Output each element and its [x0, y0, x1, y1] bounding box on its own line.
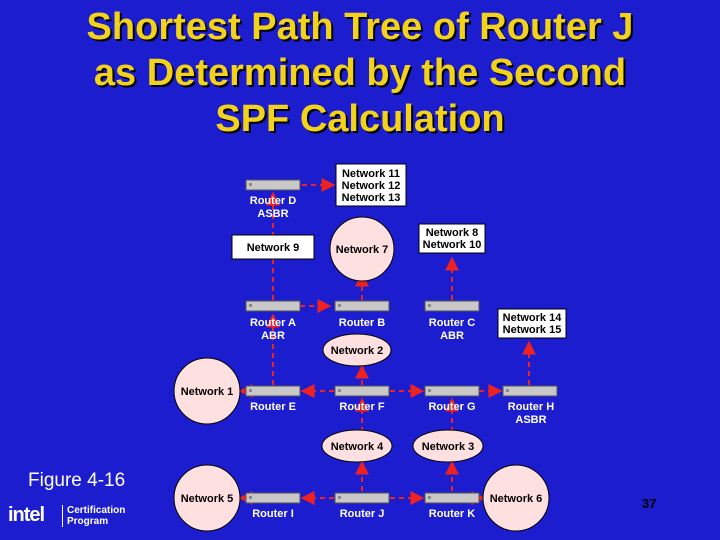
router-a-label: Router A	[249, 317, 297, 329]
router-e-label: Router E	[250, 401, 296, 413]
network-5-label: Network 5	[180, 493, 234, 505]
network-14-15-box	[498, 309, 566, 338]
cert-line-1: Certification	[67, 505, 126, 516]
cert-line-2: Program	[67, 516, 109, 527]
certification-program-logo	[62, 505, 147, 527]
network-14-label: Network 14	[502, 312, 562, 324]
network-7-label: Network 7	[335, 244, 389, 256]
router-k	[425, 493, 479, 520]
router-g	[425, 386, 479, 413]
router-a-sublabel: ABR	[261, 330, 285, 342]
router-c-label: Router C	[428, 317, 476, 329]
network-8-10-box	[419, 224, 485, 253]
router-c-sublabel: ABR	[440, 330, 464, 342]
network-3-ellipse	[413, 430, 483, 462]
intel-logo	[8, 504, 44, 527]
router-i	[246, 493, 300, 520]
network-5-circle	[174, 465, 240, 531]
router-j-label: Router J	[339, 508, 385, 520]
network-7-circle	[330, 217, 394, 281]
network-6-circle	[483, 465, 549, 531]
router-d-sublabel: ASBR	[257, 208, 289, 220]
router-j	[335, 493, 389, 520]
router-c	[425, 301, 479, 342]
router-h-label: Router H	[507, 401, 555, 413]
network-6-label: Network 6	[489, 493, 543, 505]
router-h-sublabel: ASBR	[515, 414, 547, 426]
network-9-label: Network 9	[246, 242, 300, 254]
network-4-ellipse	[322, 430, 392, 462]
router-b	[335, 301, 389, 329]
router-g-label: Router G	[428, 401, 476, 413]
network-12-label: Network 12	[341, 180, 401, 192]
network-15-label: Network 15	[502, 324, 562, 336]
router-f	[335, 386, 389, 413]
intel-logo-text: intel	[8, 504, 45, 526]
title-line-1: Shortest Path Tree of Router J	[86, 6, 634, 48]
router-a	[246, 301, 300, 342]
router-h	[503, 386, 557, 426]
network-1-circle	[174, 358, 240, 424]
title-line-3: SPF Calculation	[215, 98, 505, 140]
router-b-label: Router B	[338, 317, 386, 329]
network-11-12-13-box	[336, 164, 406, 206]
router-k-label: Router K	[428, 508, 476, 520]
network-13-label: Network 13	[341, 192, 401, 204]
network-8-label: Network 8	[425, 227, 479, 239]
network-2-label: Network 2	[330, 345, 384, 357]
network-10-label: Network 10	[422, 239, 482, 251]
network-9-box	[232, 235, 314, 259]
page-number: 37	[642, 496, 657, 511]
network-3-label: Network 3	[421, 441, 475, 453]
router-e	[246, 386, 300, 413]
network-4-label: Network 4	[330, 441, 384, 453]
router-d-label: Router D	[249, 195, 297, 207]
title-line-2: as Determined by the Second	[93, 52, 627, 94]
router-d	[246, 180, 300, 220]
network-2-ellipse	[323, 334, 391, 366]
network-1-label: Network 1	[180, 386, 234, 398]
router-i-label: Router I	[252, 508, 294, 520]
router-f-label: Router F	[339, 401, 385, 413]
figure-caption: Figure 4-16	[28, 470, 126, 491]
network-11-label: Network 11	[341, 168, 401, 180]
